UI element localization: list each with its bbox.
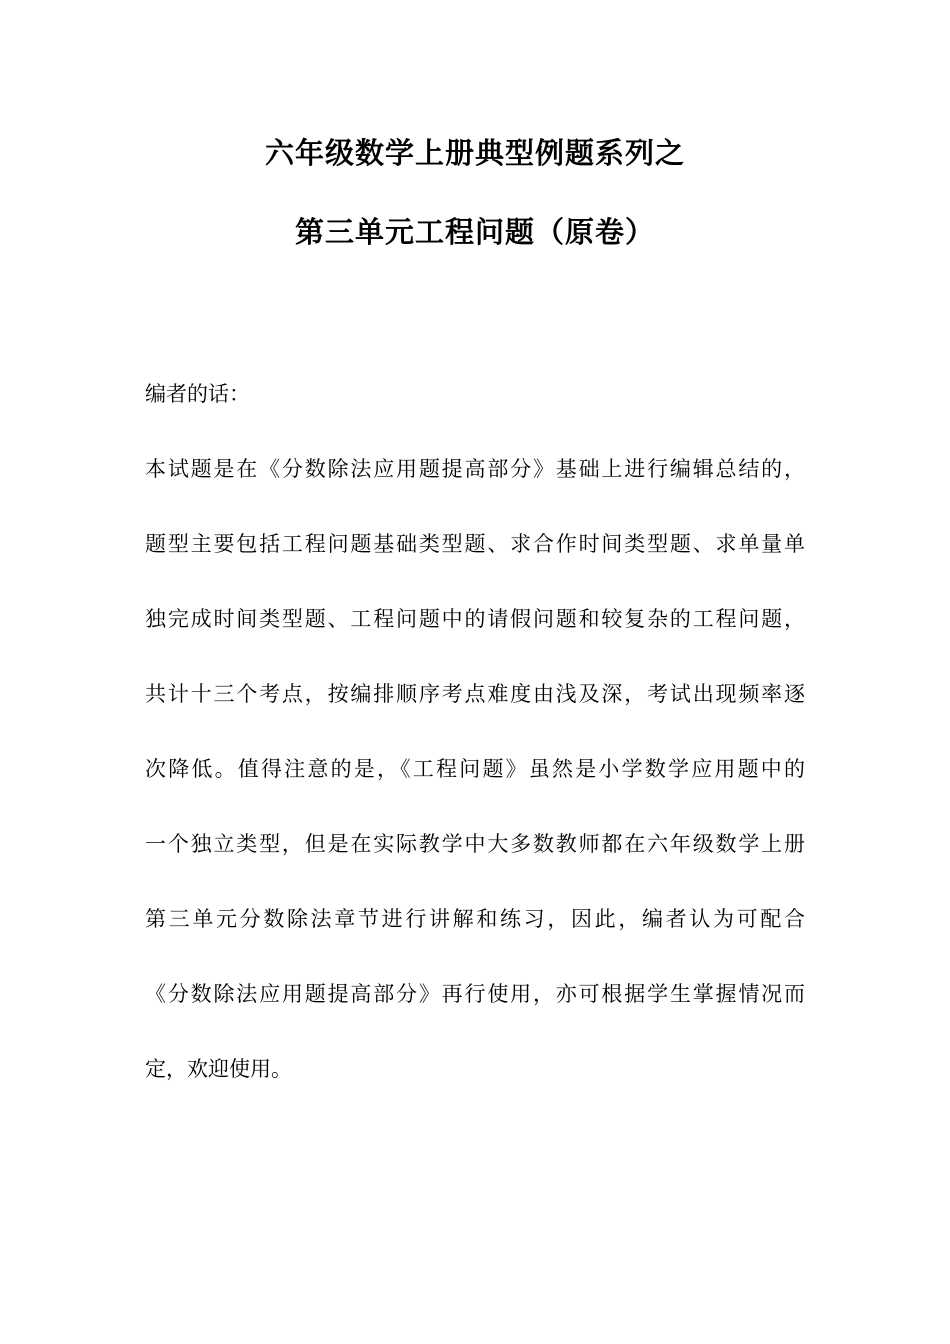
body-line-2: 题型主要包括工程问题基础类型题、求合作时间类型题、求单量单	[145, 532, 805, 556]
body-line-3: 独完成时间类型题、工程问题中的请假问题和较复杂的工程问题，	[145, 607, 805, 631]
body-line-1: 本试题是在《分数除法应用题提高部分》基础上进行编辑总结的，	[145, 457, 805, 481]
document-title-line-2: 第三单元工程问题（原卷）	[294, 215, 655, 249]
body-line-5: 次降低。值得注意的是，《工程问题》虽然是小学数学应用题中的	[145, 757, 805, 781]
body-line-7: 第三单元分数除法章节进行讲解和练习，因此，编者认为可配合	[145, 907, 805, 931]
body-line-4: 共计十三个考点，按编排顺序考点难度由浅及深，考试出现频率逐	[145, 682, 805, 706]
body-line-6: 一个独立类型，但是在实际教学中大多数教师都在六年级数学上册	[145, 832, 805, 856]
body-line-8: 《分数除法应用题提高部分》再行使用，亦可根据学生掌握情况而	[145, 982, 805, 1006]
body-line-9: 定，欢迎使用。	[145, 1057, 292, 1081]
preface-label: 编者的话：	[145, 382, 250, 406]
document-title-line-1: 六年级数学上册典型例题系列之	[264, 136, 685, 170]
